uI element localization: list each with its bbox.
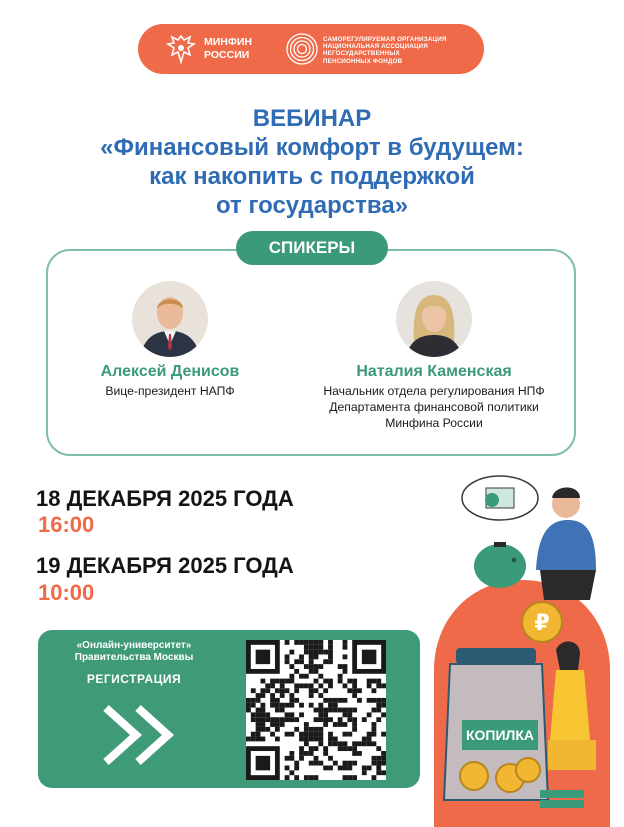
piggy-bank-icon [474,544,526,588]
speaker-name: Алексей Денисов [100,363,240,380]
webinar-title: ВЕБИНАР «Финансовый комфорт в будущем: как накопить с поддержкой от государства» [100,105,524,219]
jar-label: КОПИЛКА [465,727,535,743]
registration-qr-code[interactable] [246,640,386,780]
napf-logo-text: САМОРЕГУЛИРУЕМАЯ ОРГАНИЗАЦИЯ НАЦИОНАЛЬНАЯ АССОЦИАЦИЯ НЕГОСУДАРСТВЕННЫХ ПЕНСИОННЫХ ФОНДОВ [323,36,447,65]
minfin-logo-text: МИНФИН РОССИИ [204,36,252,61]
piggy-bank-illustration [420,470,624,827]
jar-lid [456,648,536,664]
event-date: 18 ДЕКАБРЯ 2025 ГОДА [36,486,294,511]
napf-logo-icon [285,32,319,66]
svg-text:₽: ₽ [534,611,550,636]
speaker-role: Начальник отдела регулирования НПФ Департамента финансовой политики Минфина России [323,384,545,430]
event-time: 16:00 [38,512,95,537]
speaker-role: Вице-президент НАПФ [105,384,235,398]
registration-label[interactable]: РЕГИСТРАЦИЯ [86,672,182,686]
speakers-label: СПИКЕРЫ [236,231,388,265]
speaker-photo-kamenskaya [396,281,472,357]
double-chevron-right-icon[interactable] [98,700,188,770]
event-date: 19 ДЕКАБРЯ 2025 ГОДА [36,553,294,578]
double-eagle-emblem-icon [166,33,196,65]
speaker-name: Наталия Каменская [356,363,512,380]
organizer-name: «Онлайн-университет» Правительства Москвы [74,640,194,663]
speaker-photo-denisov [132,281,208,357]
event-time: 10:00 [38,580,95,605]
